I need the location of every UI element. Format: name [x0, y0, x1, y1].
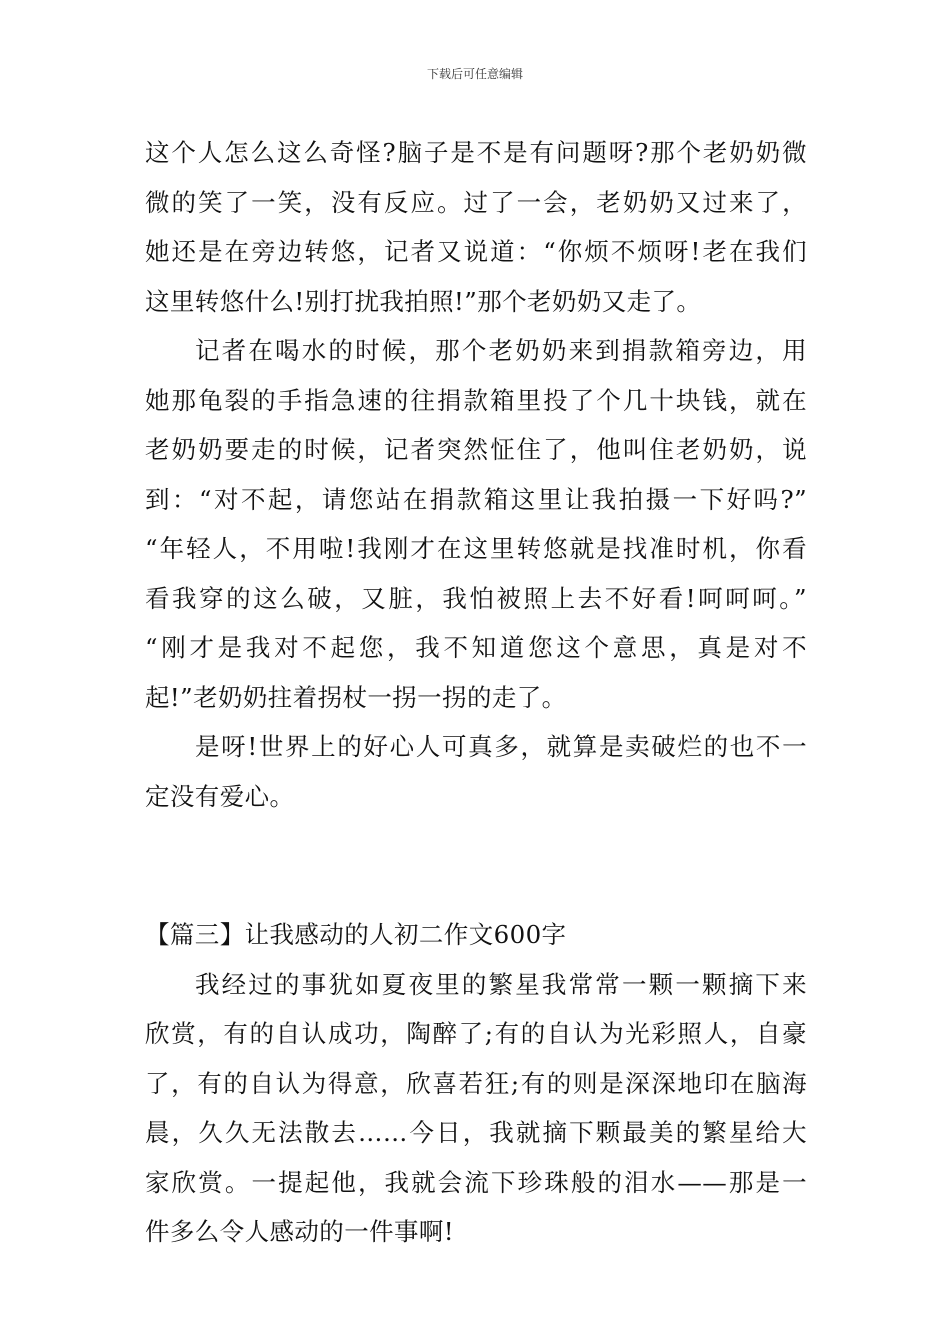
- text-line: “刚才是我对不起您，我不知道您这个意思，真是对不: [145, 633, 807, 662]
- page-header-note: 下载后可任意编辑: [426, 67, 523, 81]
- text-line: 定没有爱心。: [145, 781, 295, 811]
- section-spacer: [145, 821, 807, 910]
- paragraph-first-line: 记者在喝水的时候，那个老奶奶来到捐款箱旁边，用: [195, 336, 807, 365]
- text-line: 看我穿的这么破，又脏，我怕被照上去不好看!呵呵呵。”: [145, 583, 807, 613]
- text-line: 欣赏，有的自认成功，陶醉了;有的自认为光彩照人，自豪: [145, 1019, 807, 1048]
- paragraph-first-line: 我经过的事犹如夏夜里的繁星我常常一颗一颗摘下来: [195, 969, 807, 999]
- text-line: 晨，久久无法散去……今日，我就摘下颗最美的繁星给大: [145, 1118, 807, 1147]
- text-line: 这个人怎么这么奇怪?脑子是不是有问题呀?那个老奶奶微: [145, 138, 807, 167]
- section-heading: 【篇三】让我感动的人初二作文600字: [145, 920, 567, 949]
- text-line: 老奶奶要走的时候，记者突然怔住了，他叫住老奶奶，说: [145, 435, 807, 464]
- section-three: [145, 910, 807, 1257]
- text-line: “年轻人，不用啦!我刚才在这里转悠就是找准时机，你看: [145, 534, 807, 563]
- text-line: 她还是在旁边转悠，记者又说道：“你烦不烦呀!老在我们: [145, 237, 807, 266]
- text-line: 家欣赏。一提起他，我就会流下珍珠般的泪水——那是一: [145, 1167, 807, 1197]
- document-body: [145, 128, 807, 1257]
- story-continued: [145, 128, 807, 821]
- text-line: 到：“对不起，请您站在捐款箱这里让我拍摄一下好吗?”: [145, 484, 807, 514]
- text-line: 这里转悠什么!别打扰我拍照!”那个老奶奶又走了。: [145, 286, 702, 316]
- paragraph-first-line: 是呀!世界上的好心人可真多，就算是卖破烂的也不一: [195, 732, 807, 761]
- text-line: 她那龟裂的手指急速的往捐款箱里投了个几十块钱，就在: [145, 385, 807, 415]
- text-line: 件多么令人感动的一件事啊!: [145, 1217, 455, 1246]
- text-line: 微的笑了一笑，没有反应。过了一会，老奶奶又过来了，: [145, 187, 807, 217]
- text-line: 起!”老奶奶拄着拐杖一拐一拐的走了。: [145, 682, 567, 712]
- text-line: 了，有的自认为得意，欣喜若狂;有的则是深深地印在脑海: [145, 1068, 807, 1098]
